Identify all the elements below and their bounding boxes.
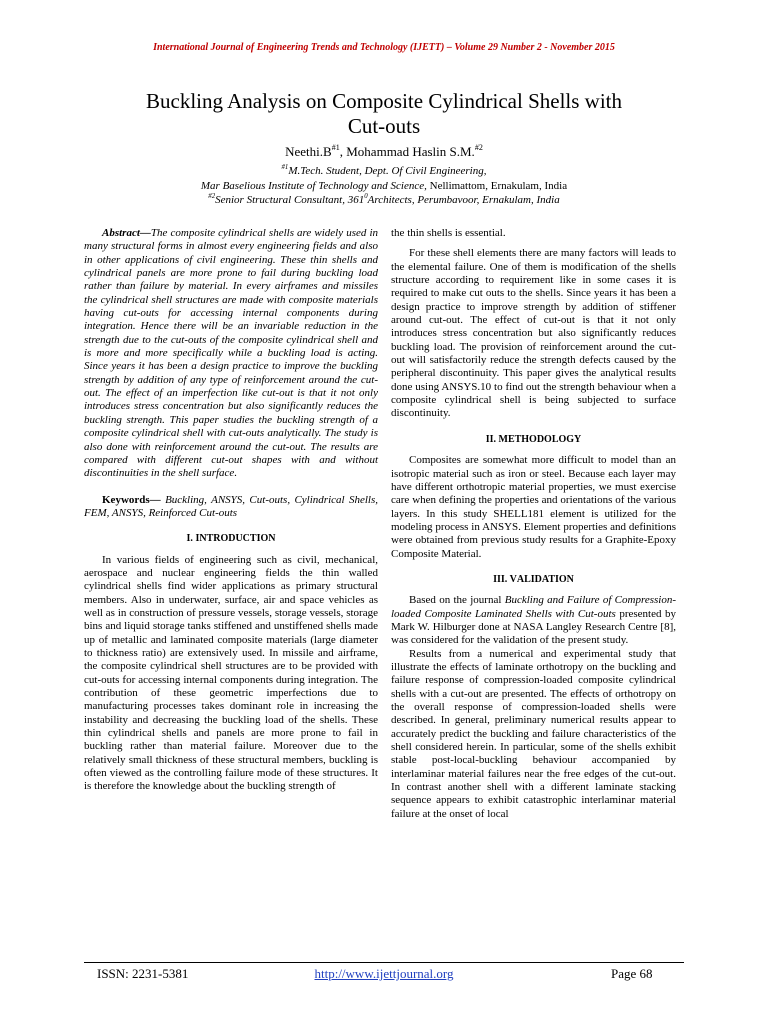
keywords-text: Buckling, ANSYS, Cut-outs, Cylindrical Shells, FEM, ANSYS, Reinforced Cut-outs (84, 493, 378, 519)
right-column (391, 227, 676, 821)
validation-paragraph: Based on the journal Buckling and Failure of Compression-loaded Composite Laminated Shells with Cut-outs presented by Mark W. Hilburger done at NASA Langley Research Centre [8], was considered for the validation of the present study. (391, 594, 677, 647)
journal-header: International Journal of Engineering Trends and Technology (IJETT) – Volume 29 Number 2 - November 2015 (153, 42, 615, 53)
methodology-paragraph: Composites are somewhat more difficult to model than an isotropic material such as iron or steel. Because each layer may have different orthotropic material properties, we must exercise care when defining the properties and orientations of the various layers. In this study SHELL181 element is utilized for the modeling process in ANSYS. Element properties and definitions were obtained from previous study results for a Graphite-Epoxy Composite Material. (391, 454, 676, 560)
affiliation-2 (0, 180, 768, 193)
abstract-label: Abstract— (102, 227, 151, 239)
author-2: , Mohammad Haslin S.M. (339, 144, 475, 159)
author-2-sup: #2 (474, 142, 483, 152)
author-1-sup: #1 (331, 142, 340, 152)
section-heading-methodology: II. METHODOLOGY (485, 433, 582, 445)
footer-divider (84, 962, 684, 963)
affiliation-3 (0, 194, 768, 207)
aff3-text-a: Senior Structural Consultant, 361 (215, 194, 365, 206)
continued-text: the thin shells is essential. (391, 227, 506, 239)
footer-issn: ISSN: 2231-5381 (97, 966, 189, 981)
author-line (0, 144, 768, 160)
intro-paragraph: In various fields of engineering such as civil, mechanical, aerospace and nuclear engineering fields the thin walled cylindrical shells find wider applications as primary structural members. Also in underwater, surface, air and space vehicles as well as in construction of pressure vessels, storage vessels, storage bins and liquid storage tanks stiffened and unstiffened shells made up of metallic and laminated composite materials (large diameter to thickness ratio) are extensively used. In missile and airframe, the composite cylindrical shell structures are to be provided with cut-outs for accessing internal components during integration. The contribution of these geometric imperfections due to manufacturing processes takes dominant role in increasing the instability and decreasing the buckling load of the shells. These thin cylindrical shells and panels are more prone to fail in buckling rather than material failure. Moreover due to the relatively small thickness of these structural members, buckling is often viewed as the controlling failure mode of these structures. It is therefore the knowledge about the buckling strength of (84, 553, 378, 793)
author-1: Neethi.B (285, 144, 332, 159)
title-line-2: Cut-outs (347, 114, 421, 138)
footer-journal-link[interactable]: http://www.ijettjournal.org (314, 966, 454, 981)
aff3-sup: #2 (208, 192, 216, 200)
aff1-text: M.Tech. Student, Dept. Of Civil Engineering, (288, 165, 487, 177)
left-column (84, 227, 378, 794)
title-line-1: Buckling Analysis on Composite Cylindrical Shells with (146, 89, 622, 113)
cited-journal-title: Buckling and Failure of Compression-loaded Composite Laminated Shells with Cut-outs (391, 594, 677, 620)
abstract-text: The composite cylindrical shells are widely used in many structural forms in almost every engineering fields and also in other applications of civil engineering. These thin shells and cylindrical panels are more prone to fail during buckling load rather than failure by material. In every airframes and missiles the cylindrical shell structures are made with composite materials having cut-outs for accessing internal components during integration. Hence there will be an invariable reduction in the strength due to the cut-outs of the composite cylindrical shell and is more and more specifically while a buckling load is acting. Since years it has been a design practice to improve the buckling strength by addition of any type of reinforcement around the cut-out. The effect of an imperfection like cut-out is that it not only introduces stress concentration but also significantly reduces the buckling strength. This paper studies the buckling strength of a composite cylindrical shell with cut-outs analytically. The study is also done with reinforcement around the cut-out. The results are compared with different cut-out shapes with and without discontinuities in the shell surface. (84, 227, 378, 480)
section-heading-introduction: I. INTRODUCTION (186, 533, 276, 545)
paper-title (80, 89, 688, 139)
aff3-degree-sup: 0 (364, 192, 368, 200)
keywords-label: Keywords— (102, 493, 161, 506)
section-heading-validation: III. VALIDATION (493, 573, 574, 585)
shell-elements-paragraph: For these shell elements there are many factors will leads to the elemental failure. One of them is modification of the shells structure according to requirement like in some cases it is required to make cut outs to the shells. Since years it has been a design practice to improve strength by addition of stiffener around cut-out. The effect of cut-out is that it not only introduces stress concentration but also significantly reduces buckling load. The provision of reinforcement around the cut-out will satisfactorily reduce the strength defects caused by the peripheral discontinuity. This paper gives the analytical results done using ANSYS.10 to find out the strength behaviour when a composite cylindrical shell is being subjected to surface discontinuity. (391, 247, 676, 420)
results-paragraph: Results from a numerical and experimental study that illustrate the effects of laminate orthotropy on the buckling and failure response of compression-loaded composite cylindrical shells with a cut-out are presented. The effects of orthotropy on the overall response of compression-loaded shells were described. In general, preliminary numerical results appear to accurately predict the buckling and failure characteristics of the shell considered herein. In particular, some of the shells exhibit stable post-local-buckling behaviour accompanied by interlaminar material failures near the free edges of the cut-out. In contrast another shell with a different laminate stacking sequence appears to exhibit catastrophic interlaminar material failure at the onset of local (391, 647, 676, 820)
keywords (84, 494, 378, 521)
affiliation-1 (0, 165, 768, 178)
footer-page-number: Page 68 (611, 966, 653, 981)
abstract (84, 227, 378, 481)
aff2-location: Nellimattom, Ernakulam, India (426, 180, 568, 192)
aff3-text-b: Architects, Perumbavoor, Ernakulam, India (367, 194, 560, 206)
aff2-institution: Mar Baselious Institute of Technology and Science, (200, 180, 427, 192)
aff1-sup: #1 (281, 163, 289, 171)
